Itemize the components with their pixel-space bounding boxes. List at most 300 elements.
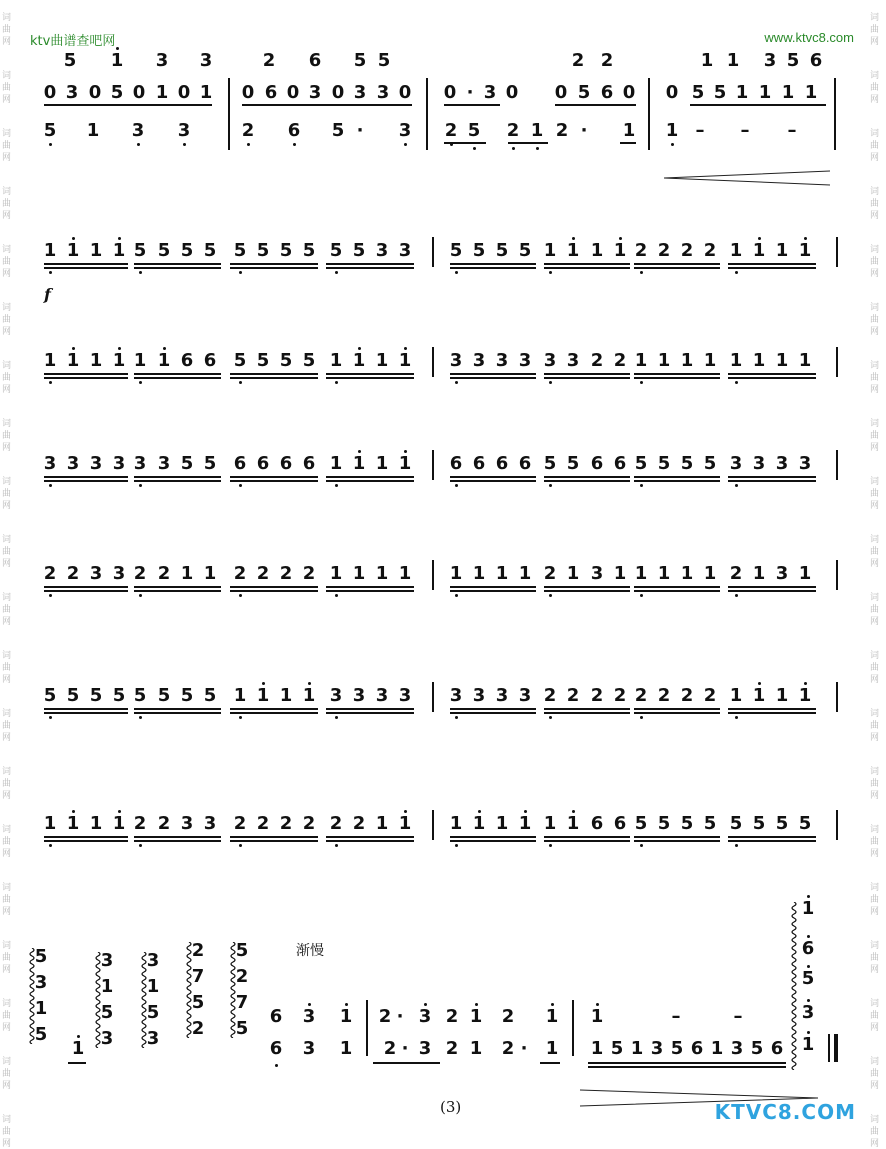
watermark-glyph: 曲 (870, 721, 880, 731)
note: 3 (518, 350, 532, 371)
beam-line (634, 476, 720, 478)
note: 1 (566, 813, 580, 834)
note: 3 (376, 82, 390, 103)
high-octave-dot (404, 810, 407, 813)
note: – (671, 1006, 681, 1027)
note: 5 (235, 1018, 249, 1039)
watermark-glyph: 网 (2, 153, 12, 163)
watermark-glyph: 曲 (870, 315, 880, 325)
low-octave-dot (49, 716, 52, 719)
note: 1 (66, 813, 80, 834)
watermark-glyph: 曲 (870, 837, 880, 847)
note: 5 (133, 240, 147, 261)
low-octave-dot (335, 271, 338, 274)
beam-line (44, 267, 128, 269)
note: 3 (155, 50, 169, 71)
low-octave-dot (455, 484, 458, 487)
bar-line (432, 237, 434, 267)
note: 6 (256, 453, 270, 474)
bar-line (836, 347, 838, 377)
low-octave-dot (239, 381, 242, 384)
beam-line (134, 586, 221, 588)
note: 5 (191, 992, 205, 1013)
note: 5 (610, 1038, 624, 1059)
watermark-glyph: 网 (2, 327, 12, 337)
note: 1 (566, 240, 580, 261)
left-margin-watermark (2, 0, 16, 1149)
note: 2 (501, 1038, 515, 1059)
note: 1 (352, 453, 366, 474)
high-octave-dot (551, 1003, 554, 1006)
beam-line (450, 480, 536, 482)
watermark-glyph: 曲 (870, 547, 880, 557)
low-octave-dot (640, 271, 643, 274)
beam-line (326, 590, 414, 592)
bar-line (432, 682, 434, 712)
note: 6 (449, 453, 463, 474)
note: 2 (233, 563, 247, 584)
note: 5 (302, 240, 316, 261)
note: 1 (495, 813, 509, 834)
beam-line (588, 1062, 786, 1064)
note: 5 (133, 685, 147, 706)
note: 1 (469, 1038, 483, 1059)
beam-line (728, 708, 816, 710)
low-octave-dot (640, 484, 643, 487)
watermark-glyph: 曲 (870, 1069, 880, 1079)
beam-line (634, 712, 720, 714)
watermark-glyph: 词 (870, 941, 880, 951)
note: 1 (798, 685, 812, 706)
note: 1 (329, 563, 343, 584)
low-octave-dot (239, 844, 242, 847)
note: 2 (543, 685, 557, 706)
beam-line (134, 836, 221, 838)
low-octave-dot (735, 484, 738, 487)
high-octave-dot (118, 347, 121, 350)
note: 1 (66, 350, 80, 371)
decrescendo-hairpin (662, 168, 862, 188)
note: 1 (375, 563, 389, 584)
note: 3 (308, 82, 322, 103)
beam-line (540, 1062, 560, 1064)
high-octave-dot (163, 347, 166, 350)
note: 2 (233, 813, 247, 834)
note: 1 (781, 82, 795, 103)
note: 1 (146, 976, 160, 997)
note: 1 (71, 1038, 85, 1059)
high-octave-dot (475, 1003, 478, 1006)
watermark-glyph: 网 (2, 211, 12, 221)
note: 2 (157, 563, 171, 584)
beam-line (634, 840, 720, 842)
watermark-glyph: 曲 (870, 953, 880, 963)
beam-line (44, 104, 212, 106)
watermark-glyph: 词 (870, 419, 880, 429)
bar-line (834, 78, 836, 150)
low-octave-dot (49, 844, 52, 847)
low-octave-dot (275, 1064, 278, 1067)
low-octave-dot (455, 271, 458, 274)
note: 1 (329, 453, 343, 474)
beam-line (728, 263, 816, 265)
note: 1 (700, 50, 714, 71)
high-octave-dot (596, 1003, 599, 1006)
note: 3 (449, 685, 463, 706)
note: 3 (418, 1038, 432, 1059)
watermark-glyph: 网 (870, 269, 880, 279)
high-octave-dot (807, 965, 810, 968)
note: 5 (235, 940, 249, 961)
note: 2 (729, 563, 743, 584)
note: 2 (613, 685, 627, 706)
note: 5 (203, 685, 217, 706)
bar-line (432, 560, 434, 590)
low-octave-dot (549, 271, 552, 274)
beam-line (450, 377, 536, 379)
note: 2 (43, 563, 57, 584)
watermark-glyph: 词 (870, 709, 880, 719)
note: 1 (798, 350, 812, 371)
watermark-glyph: 曲 (2, 1069, 12, 1079)
note: 2 (506, 120, 520, 141)
watermark-glyph: 网 (2, 849, 12, 859)
beam-line (230, 476, 318, 478)
note: 1 (43, 813, 57, 834)
high-octave-dot (807, 1031, 810, 1034)
beam-line (44, 840, 128, 842)
note: 3 (729, 453, 743, 474)
bar-line (432, 347, 434, 377)
watermark-glyph: 网 (870, 385, 880, 395)
note: 5 (353, 50, 367, 71)
low-octave-dot (512, 147, 515, 150)
beam-line (634, 586, 720, 588)
note: 3 (798, 453, 812, 474)
note: 1 (590, 1038, 604, 1059)
beam-line (134, 708, 221, 710)
beam-line (728, 712, 816, 714)
beam-line (634, 377, 720, 379)
watermark-glyph: 曲 (870, 1011, 880, 1021)
note: 2 (191, 940, 205, 961)
beam-line (544, 480, 630, 482)
low-octave-dot (455, 381, 458, 384)
note: 3 (472, 350, 486, 371)
watermark-glyph: 词 (2, 535, 12, 545)
bar-line (836, 450, 838, 480)
note: 1 (398, 350, 412, 371)
watermark-glyph: 曲 (2, 199, 12, 209)
note: – (787, 120, 797, 141)
note: 6 (809, 50, 823, 71)
note: 5 (775, 813, 789, 834)
note: 0 (241, 82, 255, 103)
beam-line (544, 712, 630, 714)
watermark-glyph: 网 (870, 153, 880, 163)
note: 5 (329, 240, 343, 261)
watermark-glyph: 网 (870, 965, 880, 975)
note: 2 (680, 685, 694, 706)
note: 1 (352, 563, 366, 584)
note: 6 (613, 813, 627, 834)
note: 6 (472, 453, 486, 474)
watermark-glyph: 网 (2, 675, 12, 685)
high-octave-dot (572, 810, 575, 813)
beam-line (634, 267, 720, 269)
beam-line (134, 840, 221, 842)
watermark-glyph: 词 (870, 71, 880, 81)
note: 3 (375, 685, 389, 706)
watermark-glyph: 曲 (2, 1127, 12, 1137)
note: 1 (801, 1034, 815, 1055)
beam-line (444, 104, 500, 106)
beam-line (230, 840, 318, 842)
note: 1 (665, 120, 679, 141)
watermark-glyph: 网 (870, 1023, 880, 1033)
note: – (740, 120, 750, 141)
note: 1 (89, 240, 103, 261)
note: · (580, 120, 588, 141)
note: 5 (377, 50, 391, 71)
beam-line (326, 480, 414, 482)
note: · (401, 1038, 409, 1059)
note: 1 (34, 998, 48, 1019)
bar-line (426, 78, 428, 150)
low-octave-dot (139, 844, 142, 847)
note: 1 (613, 563, 627, 584)
note: 1 (590, 1006, 604, 1027)
note: 1 (89, 350, 103, 371)
beam-line (230, 712, 318, 714)
low-octave-dot (49, 143, 52, 146)
low-octave-dot (735, 594, 738, 597)
note: 5 (752, 813, 766, 834)
note: 1 (375, 453, 389, 474)
note: 1 (545, 1006, 559, 1027)
note: 1 (758, 82, 772, 103)
note: 5 (157, 240, 171, 261)
watermark-glyph: 曲 (2, 721, 12, 731)
note: 2 (501, 1006, 515, 1027)
note: 3 (398, 240, 412, 261)
note: 2 (66, 563, 80, 584)
site-logo: KTVC8.COM (714, 1100, 856, 1124)
note: 1 (112, 813, 126, 834)
note: 2 (241, 120, 255, 141)
note: 0 (286, 82, 300, 103)
note: 5 (233, 240, 247, 261)
beam-line (544, 373, 630, 375)
note: 0 (622, 82, 636, 103)
note: 5 (713, 82, 727, 103)
arpeggio-wave (790, 902, 798, 1070)
note: 3 (65, 82, 79, 103)
note: 5 (256, 240, 270, 261)
note: 1 (630, 1038, 644, 1059)
note: 3 (518, 685, 532, 706)
beam-line (508, 142, 548, 144)
note: 2 (634, 685, 648, 706)
note: 6 (590, 813, 604, 834)
note: 5 (703, 453, 717, 474)
note: 1 (752, 563, 766, 584)
note: 3 (763, 50, 777, 71)
note: 5 (657, 813, 671, 834)
watermark-glyph: 曲 (870, 779, 880, 789)
note: 3 (398, 120, 412, 141)
beam-line (134, 480, 221, 482)
beam-line (544, 586, 630, 588)
note: 1 (469, 1006, 483, 1027)
note: 1 (302, 685, 316, 706)
note: 5 (157, 685, 171, 706)
note: 1 (329, 350, 343, 371)
beam-line (620, 142, 636, 144)
beam-line (450, 840, 536, 842)
watermark-glyph: 曲 (870, 199, 880, 209)
note: 1 (735, 82, 749, 103)
note: · (466, 82, 474, 103)
note: 1 (801, 898, 815, 919)
note: 3 (177, 120, 191, 141)
note: 5 (279, 240, 293, 261)
beam-line (728, 840, 816, 842)
low-octave-dot (137, 143, 140, 146)
note: 1 (43, 240, 57, 261)
note: 3 (375, 240, 389, 261)
note: 3 (418, 1006, 432, 1027)
note: 1 (729, 240, 743, 261)
note: 1 (279, 685, 293, 706)
watermark-glyph: 曲 (870, 489, 880, 499)
note: 1 (798, 240, 812, 261)
low-octave-dot (49, 594, 52, 597)
note: 5 (472, 240, 486, 261)
note: 2 (133, 813, 147, 834)
watermark-glyph: 词 (2, 1115, 12, 1125)
watermark-glyph: 网 (2, 95, 12, 105)
note: 2 (703, 685, 717, 706)
watermark-glyph: 网 (870, 95, 880, 105)
high-octave-dot (77, 1035, 80, 1038)
note: 1 (804, 82, 818, 103)
watermark-glyph: 词 (2, 883, 12, 893)
note: 0 (132, 82, 146, 103)
watermark-glyph: 词 (2, 477, 12, 487)
note: 1 (729, 350, 743, 371)
note: 5 (729, 813, 743, 834)
low-octave-dot (404, 143, 407, 146)
note: 5 (786, 50, 800, 71)
note: 5 (750, 1038, 764, 1059)
note: 2 (634, 240, 648, 261)
note: 5 (518, 240, 532, 261)
beam-line (44, 373, 128, 375)
low-octave-dot (49, 484, 52, 487)
high-octave-dot (262, 682, 265, 685)
note: 2 (235, 966, 249, 987)
note: 5 (180, 685, 194, 706)
beam-line (588, 1066, 786, 1068)
watermark-glyph: 网 (2, 501, 12, 511)
watermark-glyph: 词 (2, 651, 12, 661)
note: 5 (279, 350, 293, 371)
bar-line (836, 810, 838, 840)
beam-line (544, 377, 630, 379)
beam-line (544, 840, 630, 842)
note: 5 (331, 120, 345, 141)
beam-line (634, 373, 720, 375)
watermark-glyph: 曲 (870, 257, 880, 267)
beam-line (134, 267, 221, 269)
note: 5 (352, 240, 366, 261)
note: 1 (180, 563, 194, 584)
note: · (520, 1038, 528, 1059)
note: 5 (467, 120, 481, 141)
note: 3 (775, 453, 789, 474)
note: · (396, 1006, 404, 1027)
note: 2 (445, 1006, 459, 1027)
note: 2 (256, 813, 270, 834)
watermark-glyph: 词 (870, 187, 880, 197)
beam-line (134, 590, 221, 592)
note: 5 (495, 240, 509, 261)
watermark-glyph: 曲 (870, 83, 880, 93)
watermark-glyph: 词 (870, 13, 880, 23)
note: 1 (775, 350, 789, 371)
watermark-glyph: 网 (2, 791, 12, 801)
note: 1 (680, 563, 694, 584)
watermark-glyph: 词 (2, 129, 12, 139)
low-octave-dot (549, 716, 552, 719)
note: 2 (352, 813, 366, 834)
note: 1 (680, 350, 694, 371)
watermark-glyph: 网 (2, 559, 12, 569)
note: 3 (329, 685, 343, 706)
note: 1 (752, 350, 766, 371)
watermark-glyph: 词 (870, 303, 880, 313)
watermark-glyph: 网 (2, 617, 12, 627)
high-octave-dot (404, 450, 407, 453)
note: 2 (256, 563, 270, 584)
note: 1 (566, 563, 580, 584)
low-octave-dot (239, 716, 242, 719)
low-octave-dot (640, 594, 643, 597)
low-octave-dot (735, 271, 738, 274)
note: 5 (203, 453, 217, 474)
watermark-glyph: 词 (2, 999, 12, 1009)
note: 1 (472, 563, 486, 584)
watermark-glyph: 网 (870, 675, 880, 685)
watermark-glyph: 词 (2, 593, 12, 603)
note: 0 (177, 82, 191, 103)
beam-line (634, 708, 720, 710)
low-octave-dot (735, 716, 738, 719)
note: 5 (634, 453, 648, 474)
beam-line (450, 586, 536, 588)
low-octave-dot (671, 143, 674, 146)
note: 5 (302, 350, 316, 371)
note: 3 (100, 950, 114, 971)
beam-line (450, 263, 536, 265)
beam-line (544, 708, 630, 710)
note: 2 (680, 240, 694, 261)
note: 3 (203, 813, 217, 834)
note: 6 (279, 453, 293, 474)
watermark-glyph: 曲 (2, 373, 12, 383)
note: 2 (302, 813, 316, 834)
